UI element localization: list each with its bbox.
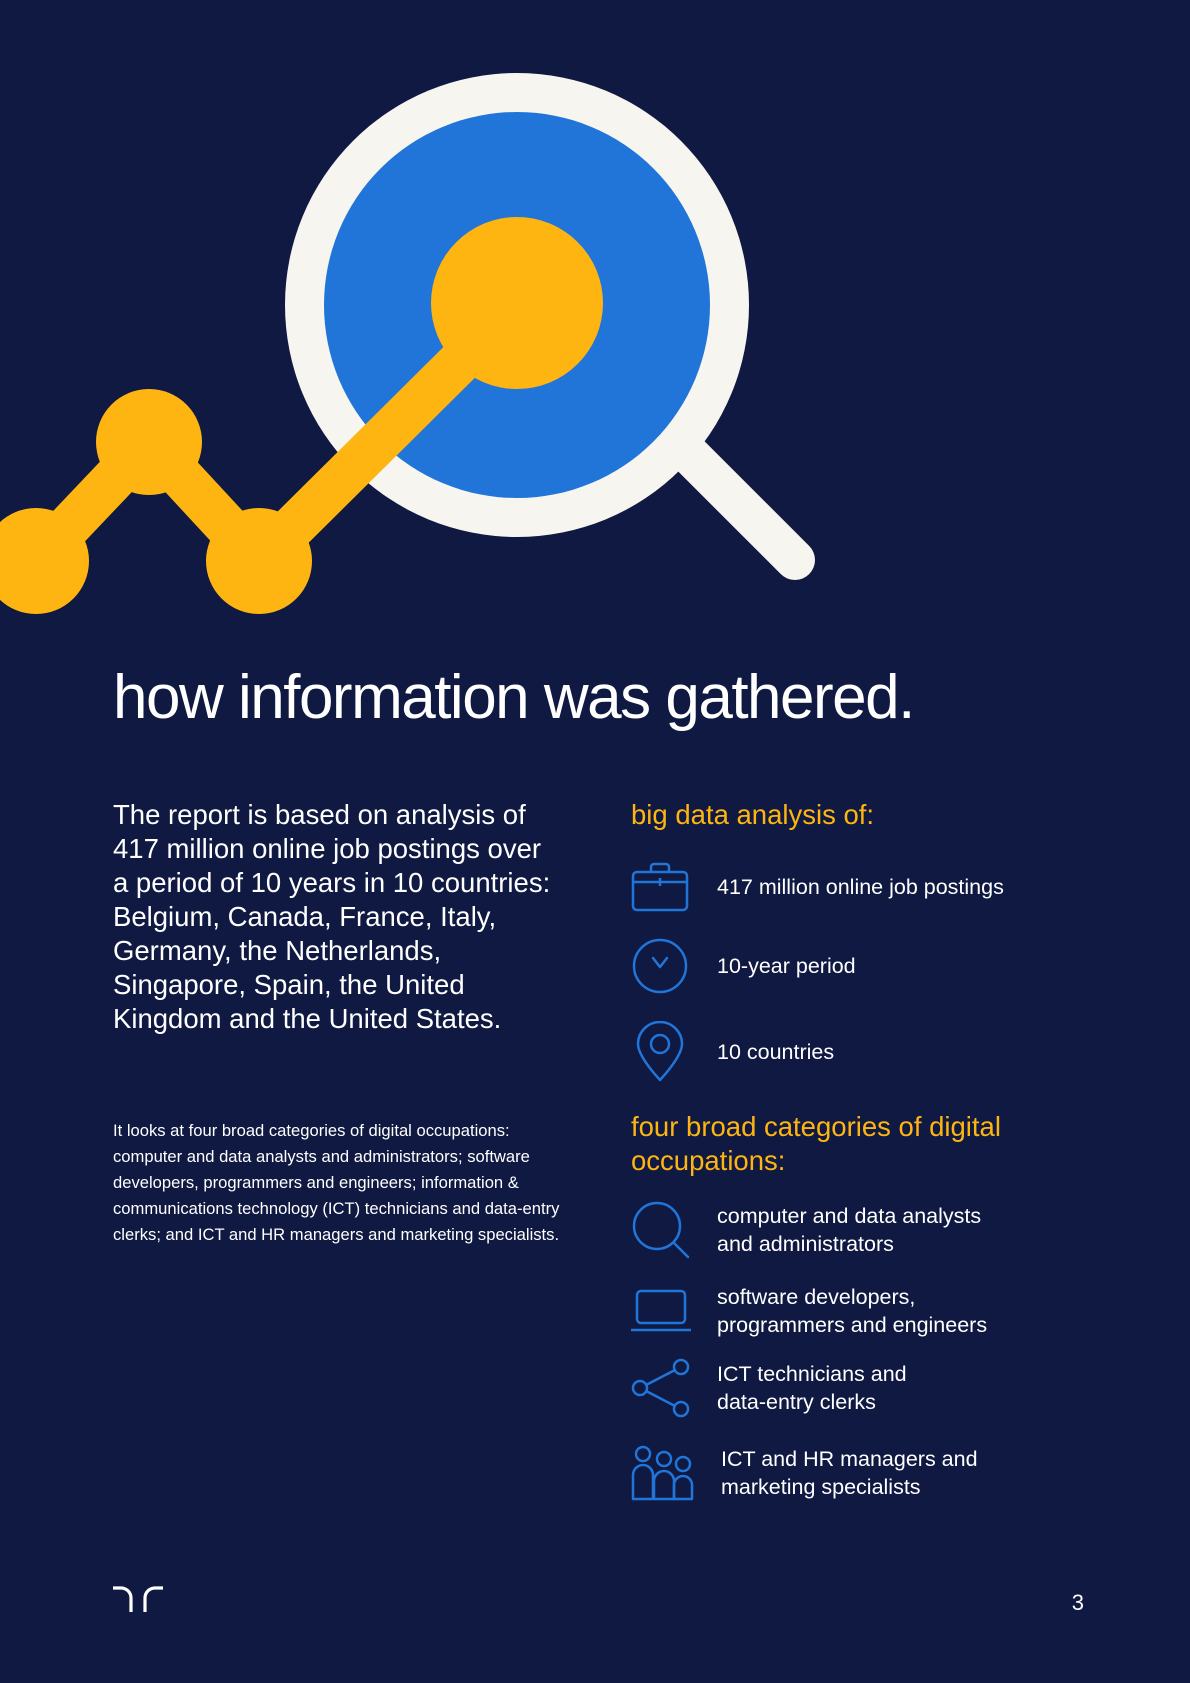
category-line: and administrators [717, 1232, 894, 1256]
big-data-item-text: 417 million online job postings [717, 875, 1004, 899]
big-data-item [631, 936, 856, 996]
briefcase-icon [631, 857, 695, 917]
page-number: 3 [1071, 1590, 1084, 1615]
big-data-heading: big data analysis of: [631, 799, 875, 830]
big-data-item-text: 10 countries [717, 1040, 835, 1064]
category-item [631, 1358, 907, 1418]
category-line: computer and data analysts [717, 1204, 982, 1228]
big-data-item [631, 1022, 834, 1082]
search-icon [631, 1200, 695, 1260]
page-title: how information was gathered. [113, 663, 914, 732]
category-item [631, 1443, 978, 1503]
big-data-item [631, 857, 1004, 917]
intro-paragraph: The report is based on analysis of 417 million online job postings over a period of 10 years in 10 countries: Belgium, Canada, France, Italy, Germany, the Netherlands, Singapore, Spain, the United Kingdom and the United States. [113, 799, 551, 1034]
people-group-icon [631, 1443, 695, 1503]
category-item [631, 1281, 987, 1341]
category-line: software developers, [717, 1285, 916, 1309]
categories-heading: four broad categories of digital occupations: [631, 1111, 1001, 1176]
category-line: programmers and engineers [717, 1313, 988, 1337]
category-item [631, 1200, 981, 1260]
category-line: ICT technicians and [717, 1362, 907, 1386]
location-pin-icon [631, 1022, 695, 1082]
brand-logo [113, 1586, 163, 1612]
category-line: data-entry clerks [717, 1390, 876, 1414]
laptop-icon [631, 1281, 695, 1341]
detail-paragraph: It looks at four broad categories of digital occupations: computer and data analysts and administrators; software developers, programmers and engineers; information & communications technology (ICT) technicians and data-entry clerks; and ICT and HR managers and marketing specialists. [113, 1121, 560, 1244]
share-network-icon [631, 1358, 695, 1418]
graph-node [206, 508, 312, 614]
category-line: ICT and HR managers and [721, 1447, 978, 1471]
hero-illustration [0, 0, 1190, 640]
category-line: marketing specialists [721, 1475, 921, 1499]
graph-node [431, 217, 603, 389]
big-data-item-text: 10-year period [717, 954, 856, 978]
clock-icon [631, 936, 695, 996]
magnifier-handle [690, 455, 795, 560]
graph-node [96, 389, 202, 495]
